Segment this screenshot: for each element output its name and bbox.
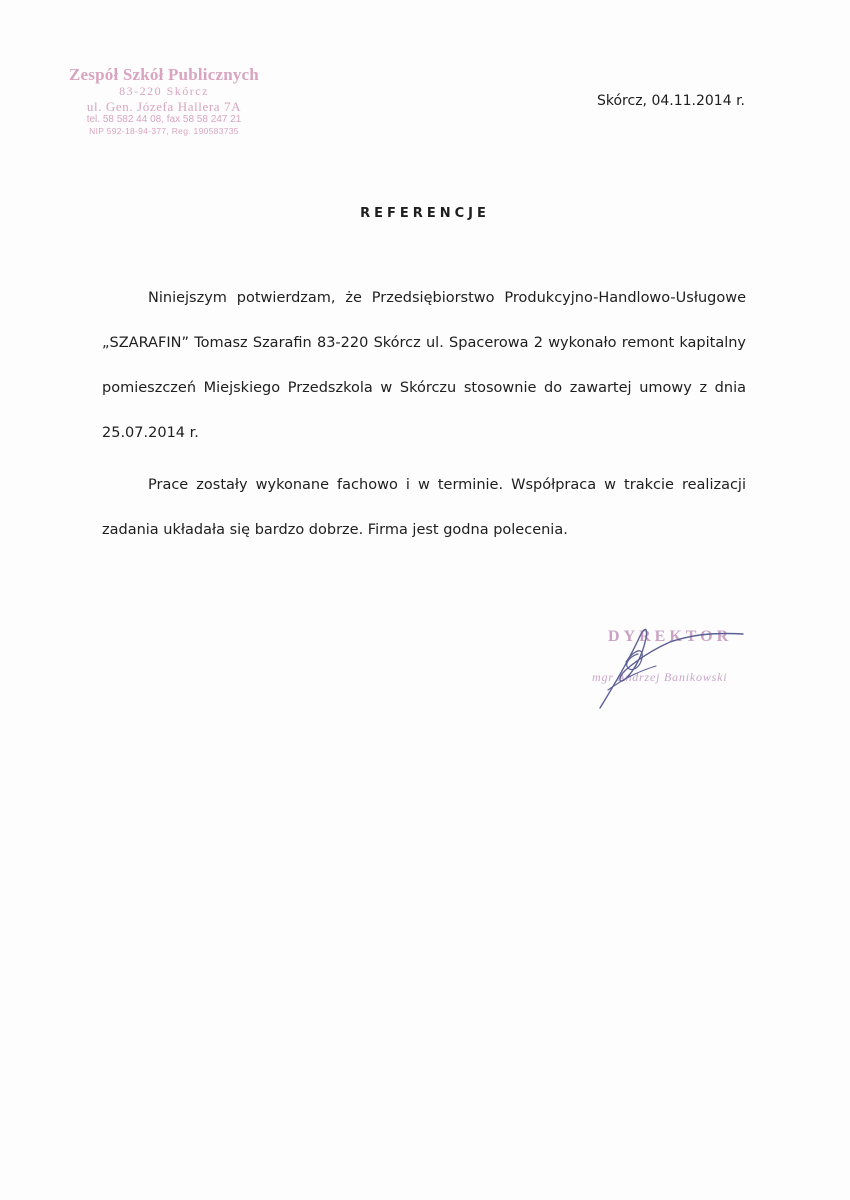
director-signature-stamp	[578, 610, 768, 720]
stamp-street: ul. Gen. Józefa Hallera 7A	[86, 99, 242, 114]
stamp-school-name: Zespół Szkół Publicznych	[69, 65, 259, 84]
stamp-nip: NIP 592-18-94-377, Reg. 190583735	[89, 126, 239, 136]
document-title: REFERENCJE	[360, 206, 490, 221]
document-date: Skórcz, 04.11.2014 r.	[597, 93, 745, 109]
stamp-role: DYREKTOR	[608, 628, 733, 645]
stamp-person-name: mgr Andrzej Banikowski	[592, 670, 728, 684]
document-body	[102, 276, 746, 553]
paragraph-evaluation: Prace zostały wykonane fachowo i w terminie. Współpraca w trakcie realizacji zadania układała się bardzo dobrze. Firma jest godna polecenia.	[102, 477, 746, 538]
stamp-postal-code: 83-220 Skórcz	[119, 84, 209, 98]
school-stamp	[68, 66, 260, 136]
handwritten-signature	[578, 610, 768, 720]
paragraph-confirmation: Niniejszym potwierdzam, że Przedsiębiorstwo Produkcyjno-Handlowo-Usługowe „SZARAFIN” Tomasz Szarafin 83-220 Skórcz ul. Spacerowa 2 wykonało remont kapitalny pomieszczeń Miejskiego Przedszkola w Skórczu stosownie do zawartej umowy z dnia 25.07.2014 r.	[102, 290, 746, 441]
stamp-phone: tel. 58 582 44 08, fax 58 58 247 21	[86, 114, 242, 125]
